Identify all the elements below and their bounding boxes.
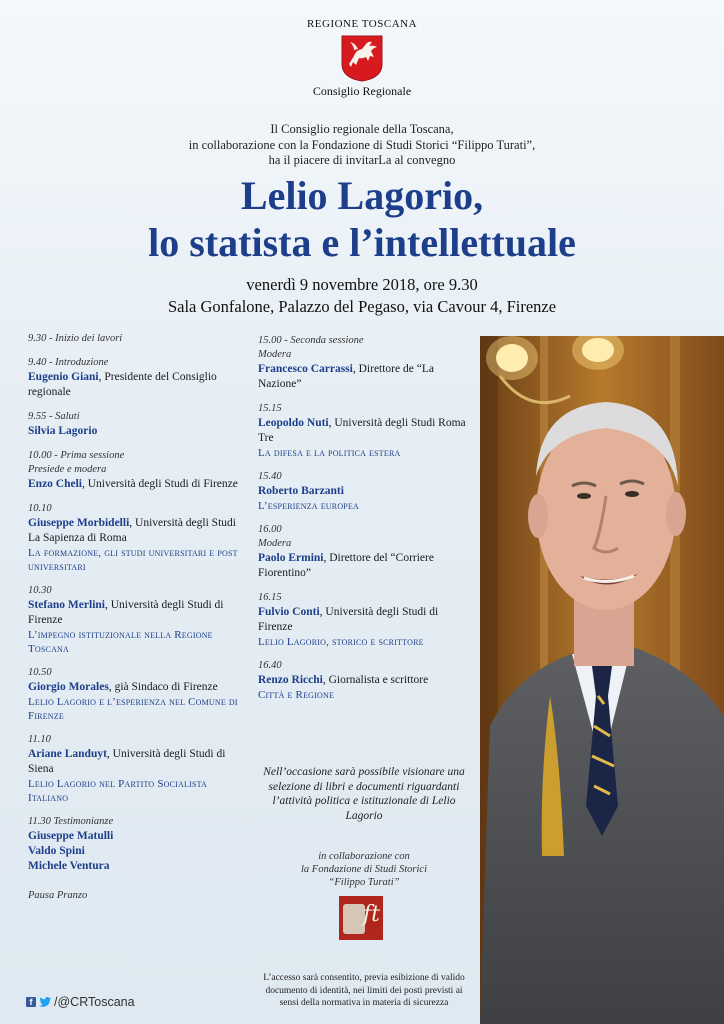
speaker-line — [258, 362, 468, 392]
header — [0, 18, 724, 99]
speaker-name: Paolo Ermini — [258, 552, 324, 564]
collaboration-note — [258, 850, 470, 889]
collab-line: in collaborazione con — [318, 851, 410, 862]
session-time: 10.30 — [28, 585, 52, 596]
speaker-name: Valdo Spini — [28, 845, 85, 857]
program-item — [258, 470, 468, 513]
talk-topic: Lelio Lagorio nel Partito Socialista Italiano — [28, 778, 208, 804]
speaker-name: Fulvio Conti — [258, 606, 320, 618]
program-item — [28, 666, 240, 723]
council-name: Consiglio Regionale — [312, 84, 412, 98]
speaker-affiliation: , Università degli Studi di Firenze — [82, 478, 238, 490]
exhibition-note: Nell’occasione sarà possibile visionare una selezione di libri e documenti riguardanti l’attività politica e istituzionale di Lelio Lagorio — [263, 766, 465, 822]
speaker-line — [28, 477, 240, 492]
event-details — [0, 274, 724, 318]
session-time: 15.15 — [258, 403, 282, 414]
session-time: 9.40 - Introduzione — [28, 357, 109, 368]
speaker-line — [28, 424, 240, 439]
session-time: 15.40 — [258, 471, 282, 482]
event-title — [0, 172, 724, 266]
speaker-name: Giuseppe Morbidelli — [28, 517, 130, 529]
session-role: Modera — [258, 538, 292, 549]
talk-topic: Città e Regione — [258, 689, 335, 701]
portrait-illustration — [480, 336, 724, 1024]
collab-line: la Fondazione di Studi Storici — [301, 864, 427, 875]
speaker-affiliation: , Università degli Studi La Sapienza di Roma — [28, 517, 236, 544]
speaker-name: Eugenio Giani — [28, 371, 99, 383]
lelio-lagorio-portrait — [480, 336, 724, 1024]
session-time: 10.00 - Prima sessione — [28, 450, 125, 461]
speaker-line — [258, 673, 468, 688]
speaker-affiliation: , Università degli Studi di Siena — [28, 748, 226, 775]
speaker-line — [28, 598, 240, 628]
speaker-name: Enzo Cheli — [28, 478, 82, 490]
program-item — [28, 584, 240, 656]
speaker-name: Francesco Carrassi — [258, 363, 353, 375]
speaker-name: Michele Ventura — [28, 860, 110, 872]
speaker-name: Silvia Lagorio — [28, 425, 98, 437]
speaker-name: Renzo Ricchi — [258, 674, 323, 686]
session-time: 16.00 — [258, 524, 282, 535]
session-time: 9.30 - Inizio dei lavori — [28, 333, 123, 344]
session-time: 9.55 - Saluti — [28, 411, 80, 422]
session-time: 10.50 — [28, 667, 52, 678]
speaker-line — [28, 747, 240, 777]
session-time: 11.10 — [28, 734, 51, 745]
talk-topic: Lelio Lagorio e l’esperienza nel Comune di Firenze — [28, 696, 238, 722]
lunch-break: Pausa Pranzo — [28, 890, 88, 901]
event-date: venerdì 9 novembre 2018, ore 9.30 — [246, 275, 478, 294]
program-item — [258, 659, 468, 702]
program-item — [28, 356, 240, 400]
session-time: 10.10 — [28, 503, 52, 514]
program-list-afternoon — [258, 334, 468, 702]
speaker-line — [258, 416, 468, 446]
program-item — [28, 332, 240, 346]
talk-topic: La formazione, gli studi universitari e post universitari — [28, 547, 238, 573]
social-links[interactable] — [26, 995, 135, 1009]
session-time: 15.00 - Seconda sessione — [258, 335, 364, 346]
program-item — [258, 591, 468, 649]
speaker-affiliation: , Università degli Studi di Firenze — [28, 599, 224, 626]
program-list-morning — [28, 332, 240, 805]
intro-line: ha il piacere di invitarLa al convegno — [268, 153, 456, 167]
talk-topic: L’esperienza europea — [258, 500, 360, 512]
session-time: 16.15 — [258, 592, 282, 603]
speaker-line — [28, 516, 240, 546]
collab-line: “Filippo Turati” — [328, 877, 400, 888]
speaker-affiliation: , Presidente del Consiglio regionale — [28, 371, 217, 398]
program-item — [258, 523, 468, 581]
speaker-line — [28, 680, 240, 695]
event-venue: Sala Gonfalone, Palazzo del Pegaso, via Cavour 4, Firenze — [167, 297, 557, 316]
session-role: Modera — [258, 349, 292, 360]
speaker-name: Roberto Barzanti — [258, 485, 344, 497]
program-morning — [28, 332, 240, 913]
title-line: Lelio Lagorio, — [240, 173, 484, 218]
talk-topic: La difesa e la politica estera — [258, 447, 401, 459]
speaker-name: Ariane Landuyt — [28, 748, 107, 760]
speaker-name: Giorgio Morales — [28, 681, 109, 693]
speaker-line — [258, 605, 468, 635]
program-item — [258, 334, 468, 392]
facebook-icon[interactable]: f — [26, 997, 36, 1007]
program-afternoon — [258, 334, 468, 712]
session-role: Presiede e modera — [28, 464, 107, 475]
region-name: REGIONE TOSCANA — [306, 18, 418, 30]
program-item — [28, 733, 240, 805]
talk-topic: L’impegno istituzionale nella Regione Toscana — [28, 629, 213, 655]
program-item — [28, 449, 240, 492]
intro-line: Il Consiglio regionale della Toscana, — [270, 122, 454, 136]
session-time: 11.30 Testimonianze — [28, 816, 114, 827]
speaker-affiliation: , già Sindaco di Firenze — [108, 681, 218, 693]
pegasus-logo-icon — [340, 34, 384, 82]
logo-text: ft — [363, 902, 380, 927]
access-notice: L’accesso sarà consentito, previa esibizione di valido documento di identità, nei limiti dei posti previsti ai sensi della normativa in materia di sicurezza — [263, 973, 465, 1008]
speaker-line — [258, 551, 468, 581]
speaker-affiliation: , Direttore de “La Nazione” — [258, 363, 434, 390]
talk-topic: Lelio Lagorio, storico e scrittore — [258, 636, 424, 648]
speaker-affiliation: , Giornalista e scrittore — [322, 674, 429, 686]
speaker-affiliation: , Università degli Studi di Firenze — [258, 606, 439, 633]
speaker-name: Leopoldo Nuti — [258, 417, 329, 429]
speaker-affiliation: , Direttore del “Corriere Fiorentino” — [258, 552, 434, 579]
intro-line: in collaborazione con la Fondazione di Studi Storici “Filippo Turati”, — [188, 137, 536, 152]
session-time: 16.40 — [258, 660, 282, 671]
speaker-line — [28, 370, 240, 400]
turati-foundation-logo — [339, 896, 383, 940]
twitter-icon[interactable] — [39, 997, 51, 1007]
testimonianze-block — [28, 815, 240, 903]
speaker-affiliation: , Università degli Studi Roma Tre — [258, 417, 466, 444]
speaker-name: Stefano Merlini — [28, 599, 105, 611]
program-item — [258, 402, 468, 460]
portrait-icon — [343, 904, 365, 934]
social-handle[interactable]: /@CRToscana — [54, 995, 135, 1009]
title-line: lo statista e l’intellettuale — [148, 220, 576, 265]
program-item — [28, 502, 240, 574]
program-item — [28, 410, 240, 439]
speaker-line — [258, 484, 468, 499]
intro-text — [0, 122, 724, 169]
speaker-name: Giuseppe Matulli — [28, 830, 114, 842]
